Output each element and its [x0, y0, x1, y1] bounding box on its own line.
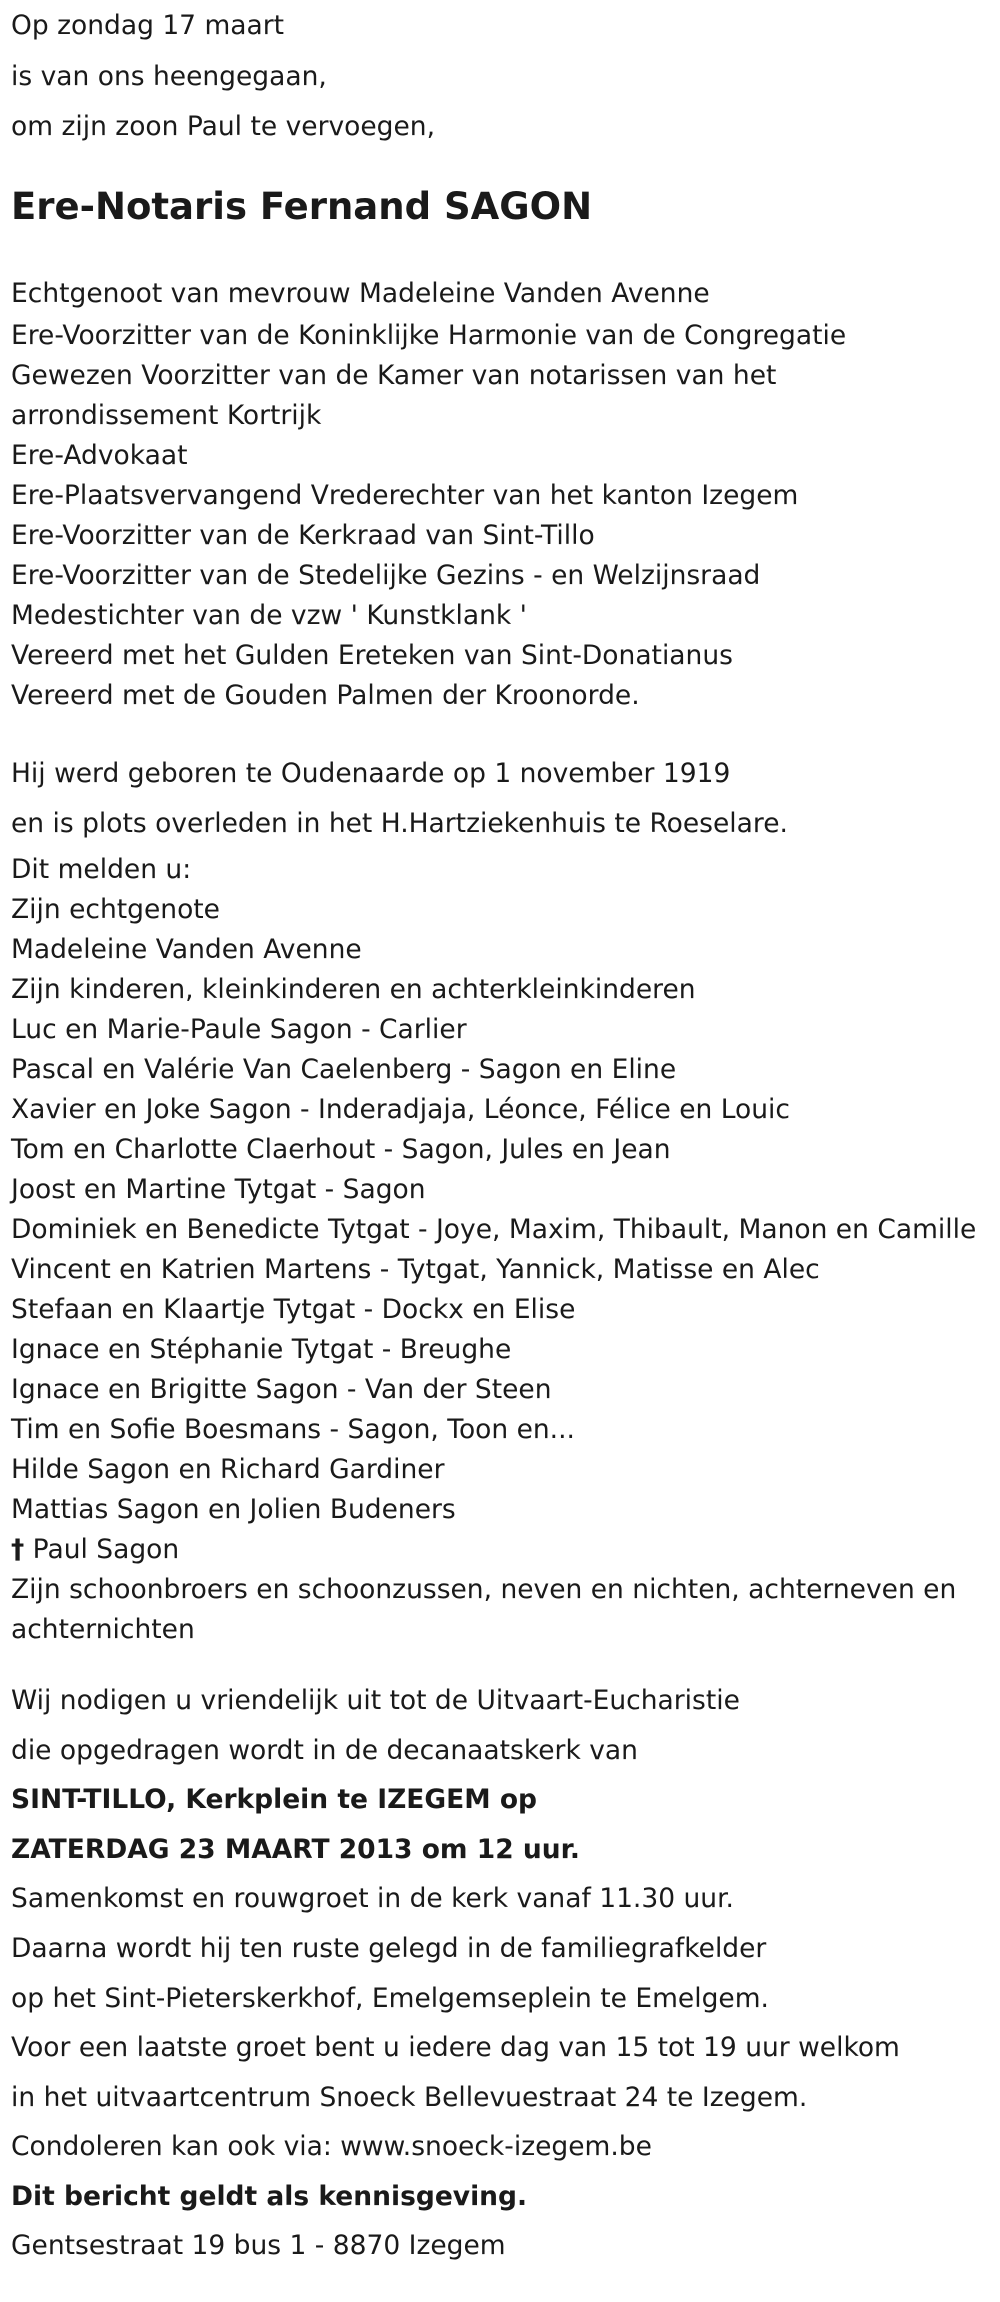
titles-block: [11, 272, 1000, 716]
announcer-line: Zijn echtgenote: [11, 894, 220, 925]
announcer-line: Tom en Charlotte Claerhout - Sagon, Jules en Jean: [11, 1134, 671, 1165]
title-line: Vereerd met het Gulden Ereteken van Sint-Donatianus: [11, 640, 733, 671]
announcer-line: Luc en Marie-Paule Sagon - Carlier: [11, 1014, 467, 1045]
detail-line: Voor een laatste groet bent u iedere dag van 15 tot 19 uur welkom: [11, 2032, 900, 2063]
intro-line-3: om zijn zoon Paul te vervoegen,: [11, 111, 436, 142]
detail-line: in het uitvaartcentrum Snoeck Bellevuestraat 24 te Izegem.: [11, 2082, 808, 2113]
title-line: Ere-Advokaat: [11, 440, 188, 471]
announcer-line: Joost en Martine Tytgat - Sagon: [11, 1174, 426, 1205]
detail-line: Samenkomst en rouwgroet in de kerk vanaf 11.30 uur.: [11, 1883, 734, 1914]
announcer-line: Xavier en Joke Sagon - Inderadjaja, Léonce, Félice en Louic: [11, 1094, 790, 1125]
ceremony-date: ZATERDAG 23 MAART 2013 om 12 uur.: [11, 1834, 580, 1865]
announcer-line: Zijn kinderen, kleinkinderen en achterkleinkinderen: [11, 974, 696, 1005]
intro-line-1: Op zondag 17 maart: [11, 10, 285, 41]
ceremony-block: [11, 1676, 1000, 2271]
deceased-name: Ere-Notaris Fernand SAGON: [11, 185, 593, 228]
announcers-block: [11, 850, 1000, 1650]
title-line: Vereerd met de Gouden Palmen der Kroonorde.: [11, 680, 640, 711]
announcer-line: Vincent en Katrien Martens - Tytgat, Yannick, Matisse en Alec: [11, 1254, 820, 1285]
detail-line: Condoleren kan ook via: www.snoeck-izegem.be: [11, 2131, 652, 2162]
title-line: Ere-Voorzitter van de Koninklijke Harmonie van de Congregatie: [11, 320, 847, 351]
announcer-line: Ignace en Stéphanie Tytgat - Breughe: [11, 1334, 512, 1365]
title-line: arrondissement Kortrijk: [11, 400, 322, 431]
title-line: Ere-Voorzitter van de Stedelijke Gezins - en Welzijnsraad: [11, 560, 761, 591]
announcer-line: Tim en Sofie Boesmans - Sagon, Toon en...: [11, 1414, 575, 1445]
detail-line: Daarna wordt hij ten ruste gelegd in de familiegrafkelder: [11, 1933, 767, 1964]
title-line: Ere-Voorzitter van de Kerkraad van Sint-Tillo: [11, 520, 595, 551]
relatives-line: achternichten: [11, 1614, 195, 1645]
title-line: Ere-Plaatsvervangend Vrederechter van het kanton Izegem: [11, 480, 799, 511]
cross-icon: †: [11, 1534, 25, 1565]
address-line: Gentsestraat 19 bus 1 - 8870 Izegem: [11, 2230, 506, 2261]
announcer-line: Dominiek en Benedicte Tytgat - Joye, Maxim, Thibault, Manon en Camille: [11, 1214, 977, 1245]
deceased-son-line: [11, 1530, 1000, 1570]
notice-line: Dit bericht geldt als kennisgeving.: [11, 2181, 528, 2212]
announcer-line: Hilde Sagon en Richard Gardiner: [11, 1454, 445, 1485]
intro-line-2: is van ons heengegaan,: [11, 61, 327, 92]
announcer-line: Madeleine Vanden Avenne: [11, 934, 362, 965]
announcer-line: Dit melden u:: [11, 854, 192, 885]
title-line: Echtgenoot van mevrouw Madeleine Vanden Avenne: [11, 278, 710, 309]
title-line: Medestichter van de vzw ' Kunstklank ': [11, 600, 527, 631]
deceased-son-name: Paul Sagon: [24, 1534, 180, 1565]
death-line: en is plots overleden in het H.Hartziekenhuis te Roeselare.: [11, 808, 788, 839]
announcer-line: Pascal en Valérie Van Caelenberg - Sagon en Eline: [11, 1054, 677, 1085]
ceremony-line: Wij nodigen u vriendelijk uit tot de Uitvaart-Eucharistie: [11, 1685, 740, 1716]
ceremony-line: die opgedragen wordt in de decanaatskerk van: [11, 1735, 638, 1766]
ceremony-location: SINT-TILLO, Kerkplein te IZEGEM op: [11, 1784, 538, 1815]
announcer-line: Ignace en Brigitte Sagon - Van der Steen: [11, 1374, 552, 1405]
birth-line: Hij werd geboren te Oudenaarde op 1 november 1919: [11, 758, 731, 789]
announcer-line: Stefaan en Klaartje Tytgat - Dockx en Elise: [11, 1294, 576, 1325]
title-line: Gewezen Voorzitter van de Kamer van notarissen van het: [11, 360, 777, 391]
relatives-line: Zijn schoonbroers en schoonzussen, neven en nichten, achterneven en: [11, 1574, 957, 1605]
announcer-line: Mattias Sagon en Jolien Budeners: [11, 1494, 456, 1525]
detail-line: op het Sint-Pieterskerkhof, Emelgemseplein te Emelgem.: [11, 1983, 769, 2014]
